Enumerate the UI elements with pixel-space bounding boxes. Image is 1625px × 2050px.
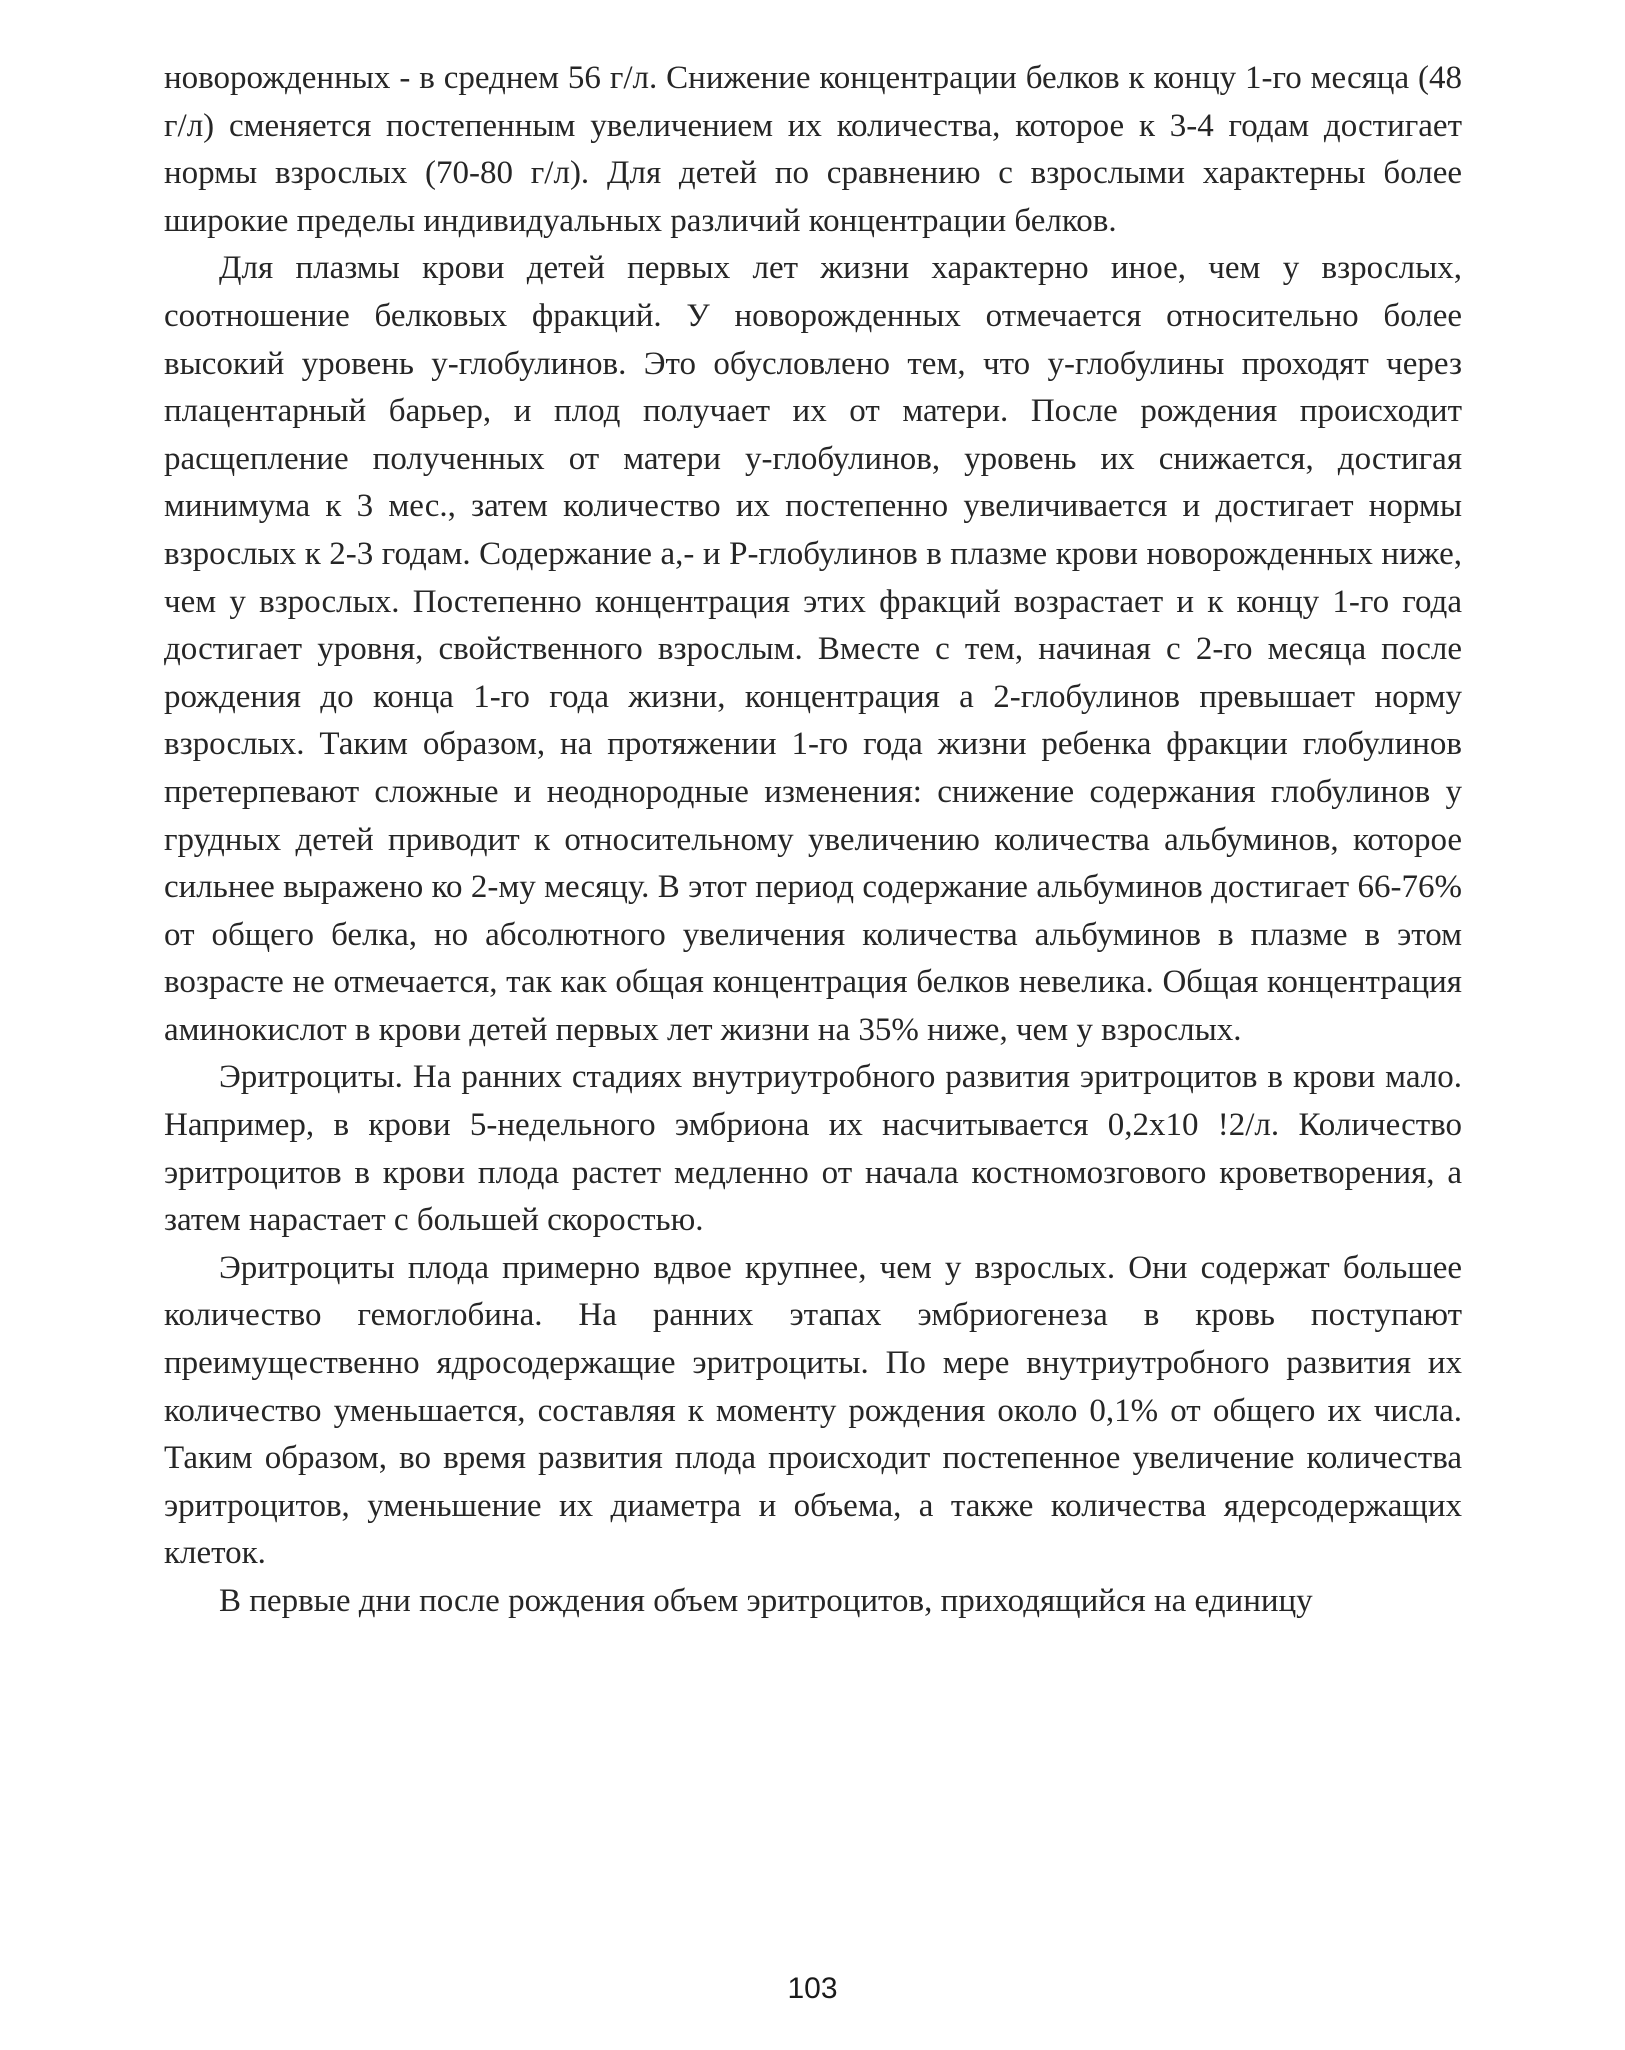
paragraph-3: Эритроциты. На ранних стадиях внутриутробного развития эритроцитов в крови мало. Например, в крови 5-недельного эмбриона их насчитывается 0,2х10 !2/л. Количество эритроцитов в крови плода растет медленно от начала костномозгового кроветворения, а затем нарастает с большей скоростью. [164,1059,1462,1239]
body-text [164,55,1462,1626]
paragraph-1: новорожденных - в среднем 56 г/л. Снижение концентрации белков к концу 1-го месяца (48 г/л) сменяется постепенным увеличением их количества, которое к 3-4 годам достигает нормы взрослых (70-80 г/л). Для детей по сравнению с взрослыми характерны более широкие пределы индивидуальных различий концентрации белков. [164,60,1462,239]
page-number: 103 [787,1972,838,2005]
paragraph-4: Эритроциты плода примерно вдвое крупнее, чем у взрослых. Они содержат большее количество гемоглобина. На ранних этапах эмбриогенеза в кровь поступают преимущественно ядросодержащие эритроциты. По мере внутриутробного развития их количество уменьшается, составляя к моменту рождения около 0,1% от общего их числа. Таким образом, во время развития плода происходит постепенное увеличение количества эритроцитов, уменьшение их диаметра и объема, а также количества ядерсодержащих клеток. [164,1249,1462,1572]
paragraph-5: В первые дни после рождения объем эритроцитов, приходящийся на единицу [219,1583,1313,1619]
paragraph-2: Для плазмы крови детей первых лет жизни характерно иное, чем у взрослых, соотношение белковых фракций. У новорожденных отмечается относительно более высокий уровень у-глобулинов. Это обусловлено тем, что у-глобулины проходят через плацентарный барьер, и плод получает их от матери. После рождения происходит расщепление полученных от матери у-глобулинов, уровень их снижается, достигая минимума к 3 мес., затем количество их постепенно увеличивается и достигает нормы взрослых к 2-3 годам. Содержание а,- и Р-глобулинов в плазме крови новорожденных ниже, чем у взрослых. Постепенно концентрация этих фракций возрастает и к концу 1-го года достигает уровня, свойственного взрослым. Вместе с тем, начиная с 2-го месяца после рождения до конца 1-го года жизни, концентрация а 2-глобулинов превышает норму взрослых. Таким образом, на протяжении 1-го года жизни ребенка фракции глобулинов претерпевают сложные и неоднородные изменения: снижение содержания глобулинов у грудных детей приводит к относительному увеличению количества альбуминов, которое сильнее выражено ко 2-му месяцу. В этот период содержание альбуминов достигает 66-76% от общего белка, но абсолютного увеличения количества альбуминов в плазме в этом возрасте не отмечается, так как общая концентрация белков невелика. Общая концентрация аминокислот в крови детей первых лет жизни на 35% ниже, чем у взрослых. [164,250,1462,1048]
